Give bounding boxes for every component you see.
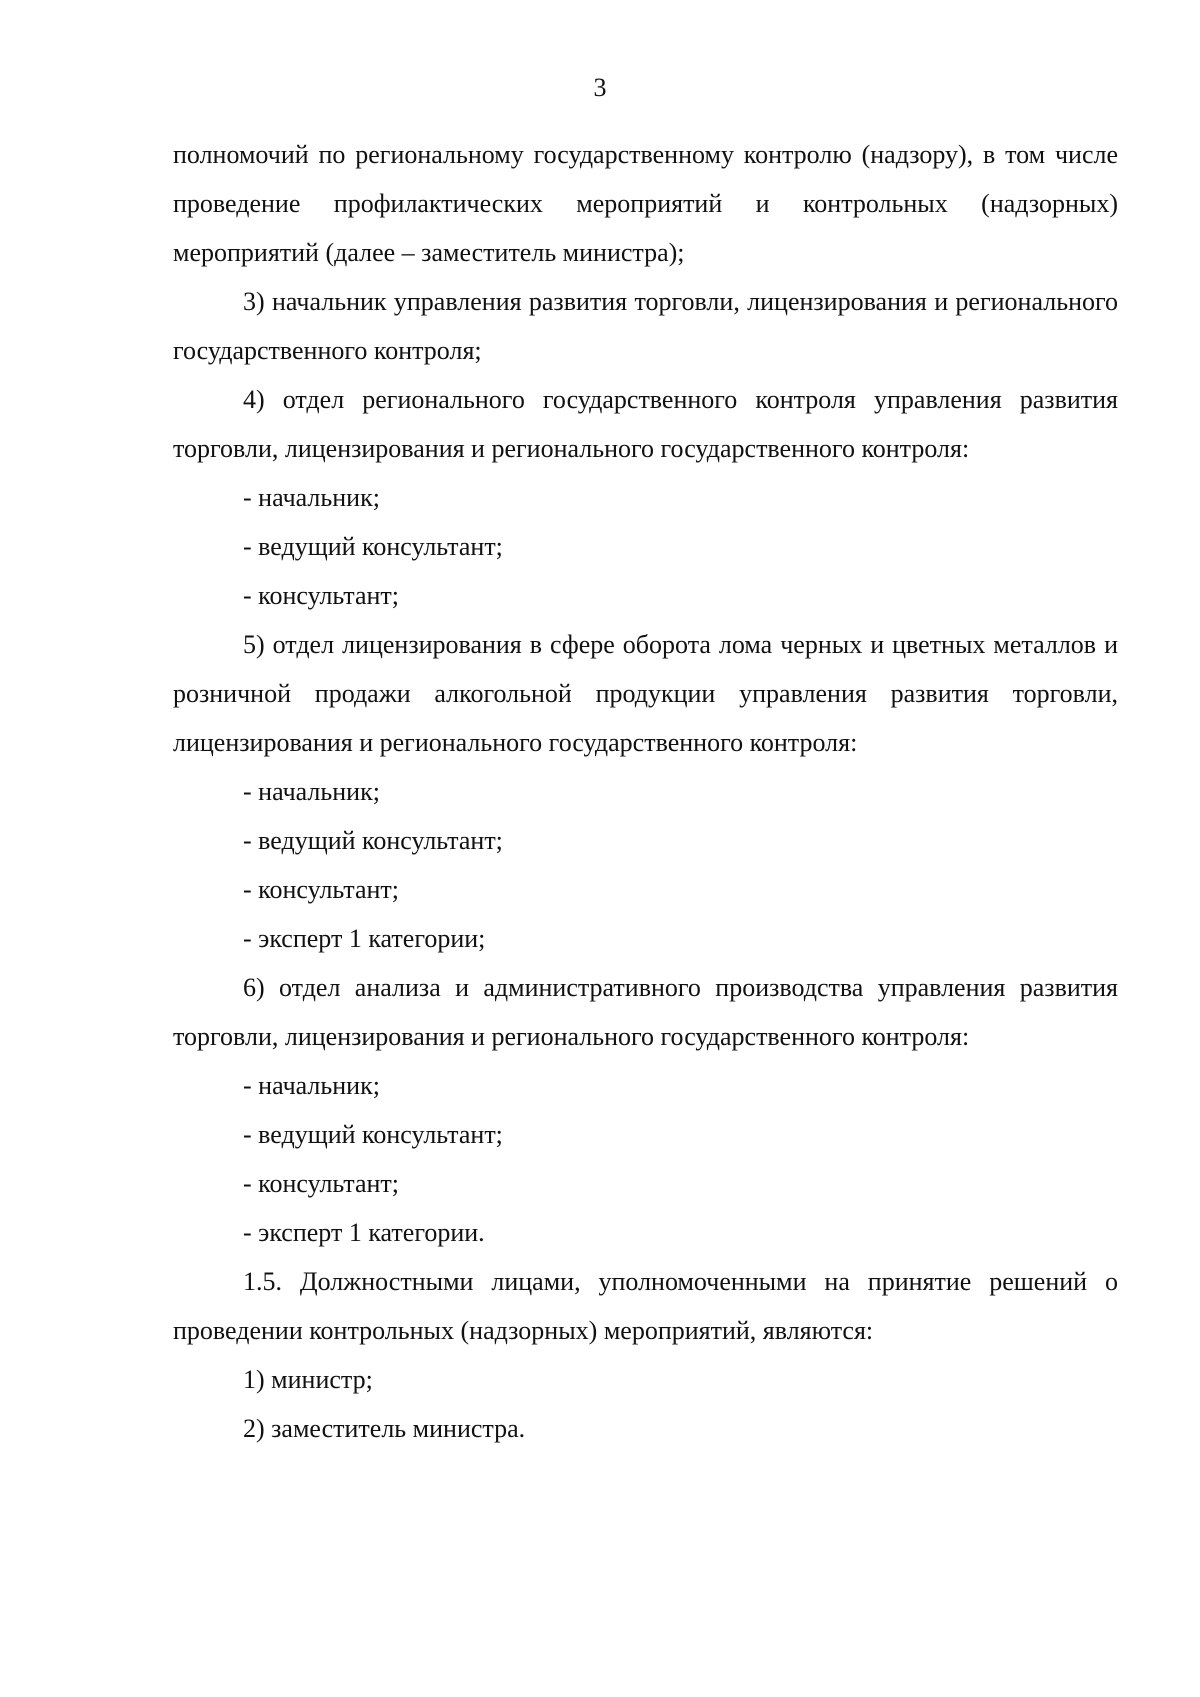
list-item: - эксперт 1 категории. xyxy=(243,1218,485,1247)
list-item: - ведущий консультант; xyxy=(243,1120,503,1149)
list-item: 2) заместитель министра. xyxy=(243,1414,526,1443)
list-item: - эксперт 1 категории; xyxy=(243,924,486,953)
list-item: 1) министр; xyxy=(243,1365,373,1394)
list-item: - начальник; xyxy=(243,777,380,806)
paragraph-section-1-5: 1.5. Должностными лицами, уполномоченными на принятие решений о проведении контрольных (надзорных) мероприятий, являются: xyxy=(173,1267,1118,1345)
paragraph-item-3: 3) начальник управления развития торговли, лицензирования и регионального государственного контроля; xyxy=(173,287,1118,365)
page-number: 3 xyxy=(593,73,607,102)
list-item: - начальник; xyxy=(243,483,380,512)
list-item: - консультант; xyxy=(243,1169,399,1198)
paragraph-item-4: 4) отдел регионального государственного контроля управления развития торговли, лицензирования и регионального государственного контроля: xyxy=(173,385,1118,463)
list-item: - ведущий консультант; xyxy=(243,532,503,561)
list-item: - ведущий консультант; xyxy=(243,826,503,855)
paragraph-item-5: 5) отдел лицензирования в сфере оборота лома черных и цветных металлов и розничной продажи алкогольной продукции управления развития торговли, лицензирования и регионального государственного контроля: xyxy=(173,630,1118,757)
list-item: - консультант; xyxy=(243,581,399,610)
list-item: - начальник; xyxy=(243,1071,380,1100)
list-item: - консультант; xyxy=(243,875,399,904)
document-body xyxy=(173,130,1118,1453)
paragraph-item-6: 6) отдел анализа и административного производства управления развития торговли, лицензирования и регионального государственного контроля: xyxy=(173,973,1118,1051)
paragraph-continuation: полномочий по региональному государственному контролю (надзору), в том числе проведение профилактических мероприятий и контрольных (надзорных) мероприятий (далее – заместитель министра); xyxy=(173,140,1118,267)
